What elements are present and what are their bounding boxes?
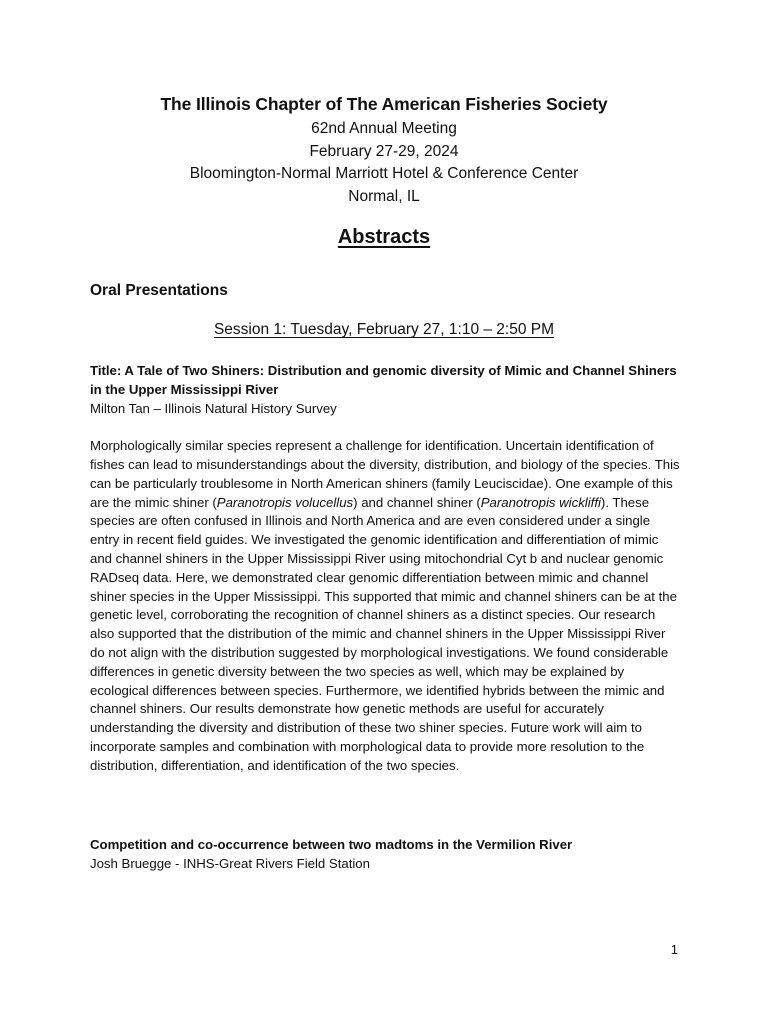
abstract-body-text: ). These species are often confused in Illinois and North America and are even considered under a single entry in recent field guides. We investigated the genomic identification and differentiation of mimic and channel shiners in the Upper Mississippi River using mitochondrial Cyt b and nuclear genomic RADseq data. Here, we demonstrated clear genomic differentiation between mimic and channel shiner species in the Upper Mississippi. This supported that mimic and channel shiners can be at the genetic level, corroborating the recognition of channel shiners as a distinct species. Our research also supported that the distribution of the mimic and channel shiners in the Upper Mississippi River do not align with the distribution suggested by morphological investigations. We found considerable differences in genetic diversity between the two species as well, which may be explained by ecological differences between species. Furthermore, we identified hybrids between the mimic and channel shiners. Our results demonstrate how genetic methods are useful for accurately understanding the diversity and distribution of these two shiner species. Future work will aim to incorporate samples and combination with morphological data to provide more resolution to the distribution, differentiation, and identification of the two species.	[90, 494, 677, 773]
session-heading: Session 1: Tuesday, February 27, 1:10 – 2:50 PM	[213, 321, 555, 338]
abstract-body-text: ) and channel shiner (	[353, 494, 481, 510]
meeting-info	[0, 118, 768, 208]
meeting-name: 62nd Annual Meeting	[311, 120, 457, 137]
abstract-author: Milton Tan – Illinois Natural History Survey	[90, 400, 337, 416]
abstract-title: Competition and co-occurrence between two madtoms in the Vermilion River	[90, 837, 573, 852]
page-number: 1	[670, 942, 678, 957]
meeting-venue: Bloomington-Normal Marriott Hotel & Conference Center	[189, 165, 579, 182]
species-name: Paranotropis volucellus	[216, 494, 354, 510]
abstracts-heading: Abstracts	[337, 226, 431, 248]
abstract-item	[90, 362, 682, 776]
meeting-dates: February 27-29, 2024	[309, 142, 459, 160]
document-title: The Illinois Chapter of The American Fisheries Society	[160, 94, 608, 114]
meeting-location: Normal, IL	[348, 187, 420, 205]
abstract-title: Title: A Tale of Two Shiners: Distribution and genomic diversity of Mimic and Channel Shiners in the Upper Mississippi River	[90, 363, 677, 397]
species-name: Paranotropis wickliffi	[480, 494, 601, 510]
abstract-body-text: Morphologically similar species represent a challenge for identification. Uncertain identification of fishes can lead to misunderstandings about the diversity, distribution, and biology of the species. This can be particularly troublesome in North American shiners (family Leuciscidae). One example of this are the mimic shiner (	[90, 438, 680, 510]
abstract-author: Josh Bruegge - INHS-Great Rivers Field Station	[90, 855, 370, 871]
abstract-body	[90, 437, 682, 775]
abstract-item	[90, 836, 682, 874]
section-heading: Oral Presentations	[90, 282, 228, 299]
